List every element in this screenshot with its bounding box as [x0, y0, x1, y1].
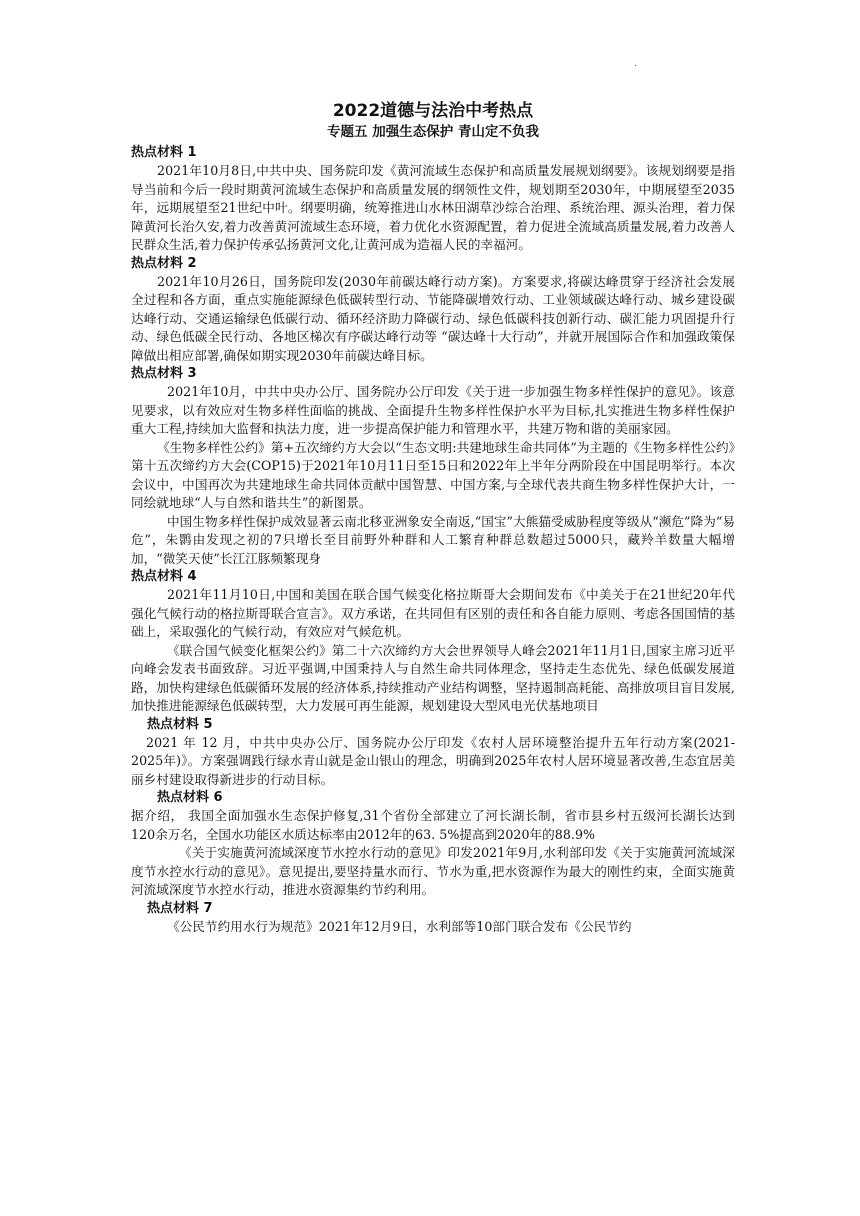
- paragraph: 2021 年 12 月，中共中央办公厅、国务院办公厅印发《农村人居环境整治提升五年行动方案(2021-2025年)》。方案强调践行绿水青山就是金山银山的理念，明确到2025年农村人居环境显著改善,生态宜居美丽乡村建设取得新进步的行动目标。: [131, 734, 735, 787]
- section-heading: 热点材料 4: [131, 569, 197, 584]
- paragraph: 2021年11月10日,中国和美国在联合国气候变化格拉斯哥大会期间发布《中美关于在21世纪20年代强化气候行动的格拉斯哥联合宣言》。双方承诺，在共同但有区别的责任和各自能力原则、考虑各国国情的基础上，采取强化的气候行动，有效应对气候危机。: [131, 587, 735, 639]
- section-heading: 热点材料 1: [131, 145, 197, 160]
- section-heading: 热点材料 7: [147, 900, 213, 916]
- section-3: [131, 365, 735, 568]
- section-4: [131, 568, 735, 716]
- document-subtitle: 专题五 加强生态保护 青山定不负我: [327, 124, 539, 140]
- section-5: [131, 716, 735, 790]
- section-heading: 热点材料 6: [157, 790, 223, 805]
- corner-mark: .: [634, 58, 638, 69]
- paragraph: 中国生物多样性保护成效显著云南北移亚洲象安全南返,“国宝”大熊猫受威胁程度等级从“濒危”降为“易危”，朱鹮由发现之初的7只增长至目前野外种群和人工繁育种群总数超过5000只，藏羚羊数量大幅增加，“微笑天使”长江江豚频繁现身: [131, 513, 735, 566]
- paragraph: 《关于实施黄河流域深度节水控水行动的意见》印发2021年9月,水利部印发《关于实施黄河流域深度节水控水行动的意见》。意见提出,要坚持量水而行、节水为重,把水资源作为最大的刚性约束，全面实施黄河流域深度节水控水行动，推进水资源集约节约利用。: [131, 845, 735, 897]
- section-heading: 热点材料 2: [131, 255, 197, 271]
- paragraph: 《公民节约用水行为规范》2021年12月9日，水利部等10部门联合发布《公民节约: [167, 918, 632, 934]
- section-heading: 热点材料 3: [131, 366, 197, 381]
- document-page: [131, 100, 735, 936]
- section-2: [131, 255, 735, 366]
- section-heading: 热点材料 5: [147, 716, 213, 732]
- section-6: [131, 789, 735, 900]
- paragraph: 据介绍， 我国全面加强水生态保护修复,31个省份全部建立了河长湖长制，省市县乡村五级河长湖长达到120余万名，全国水功能区水质达标率由2012年的63. 5%提高到2020年的88.9%: [131, 808, 735, 842]
- paragraph: 《联合国气候变化框架公约》第二十六次缔约方大会世界领导人峰会2021年11月1日,国家主席习近平向峰会发表书面致辞。习近平强调,中国秉持人与自然生命共同体理念，坚持走生态优先、绿色低碳发展道路，加快构建绿色低碳循环发展的经济体系,持续推动产业结构调整，坚持遏制高耗能、高排放项目盲目发展,加快推进能源绿色低碳转型，大力发展可再生能源，规划建设大型风电光伏基地项目: [131, 642, 735, 713]
- paragraph: 《生物多样性公约》第+五次缔约方大会以“生态文明:共建地球生命共同体”为主题的《生物多样性公约》第十五次缔约方大会(COP15)于2021年10月11日至15日和2022年上半年分两阶段在中国昆明举行。本次会议中，中国再次为共建地球生命共同体贡献中国智慧、中国方案,与全球代表共商生物多样性保护大计，一同绘就地球“人与自然和谐共生”的新图景。: [131, 439, 735, 510]
- paragraph: 2021年10月8日,中共中央、国务院印发《黄河流域生态保护和高质量发展规划纲要》。该规划纲要是指导当前和今后一段时期黄河流域生态保护和高质量发展的纲领性文件，规划期至2030年，中期展望至2035年，远期展望至21世纪中叶。纲要明确，统筹推进山水林田湖草沙综合治理、系统治理、源头治理，着力保障黄河长治久安,着力改善黄河流域生态环境，着力优化水资源配置，着力促进全流域高质量发展,着力改善人民群众生活,着力保护传承弘扬黄河文化,让黄河成为造福人民的幸福河。: [131, 163, 735, 252]
- document-title: 2022道德与法治中考热点: [332, 101, 534, 121]
- section-1: [131, 144, 735, 255]
- section-7: [131, 900, 735, 937]
- paragraph: 2021年10月26日，国务院印发(2030年前碳达峰行动方案)。方案要求,将碳达峰贯穿于经济社会发展全过程和各方面，重点实施能源绿色低碳转型行动、节能降碳增效行动、工业领域碳达峰行动、城乡建设碳达峰行动、交通运输绿色低碳行动、循环经济助力降碳行动、绿色低碳科技创新行动、碳汇能力巩固提升行动、绿色低碳全民行动、各地区梯次有序碳达峰行动等 “碳达峰十大行动”，并就开展国际合作和加强政策保障做出相应部署,确保如期实现2030年前碳达峰目标。: [131, 273, 735, 363]
- paragraph: 2021年10月，中共中央办公厅、国务院办公厅印发《关于进一步加强生物多样性保护的意见》。该意见要求，以有效应对生物多样性面临的挑战、全面提升生物多样性保护水平为目标,扎实推进生物多样性保护重大工程,持续加大监督和执法力度，进一步提高保护能力和管理水平，共建万物和谐的美丽家园。: [131, 384, 735, 436]
